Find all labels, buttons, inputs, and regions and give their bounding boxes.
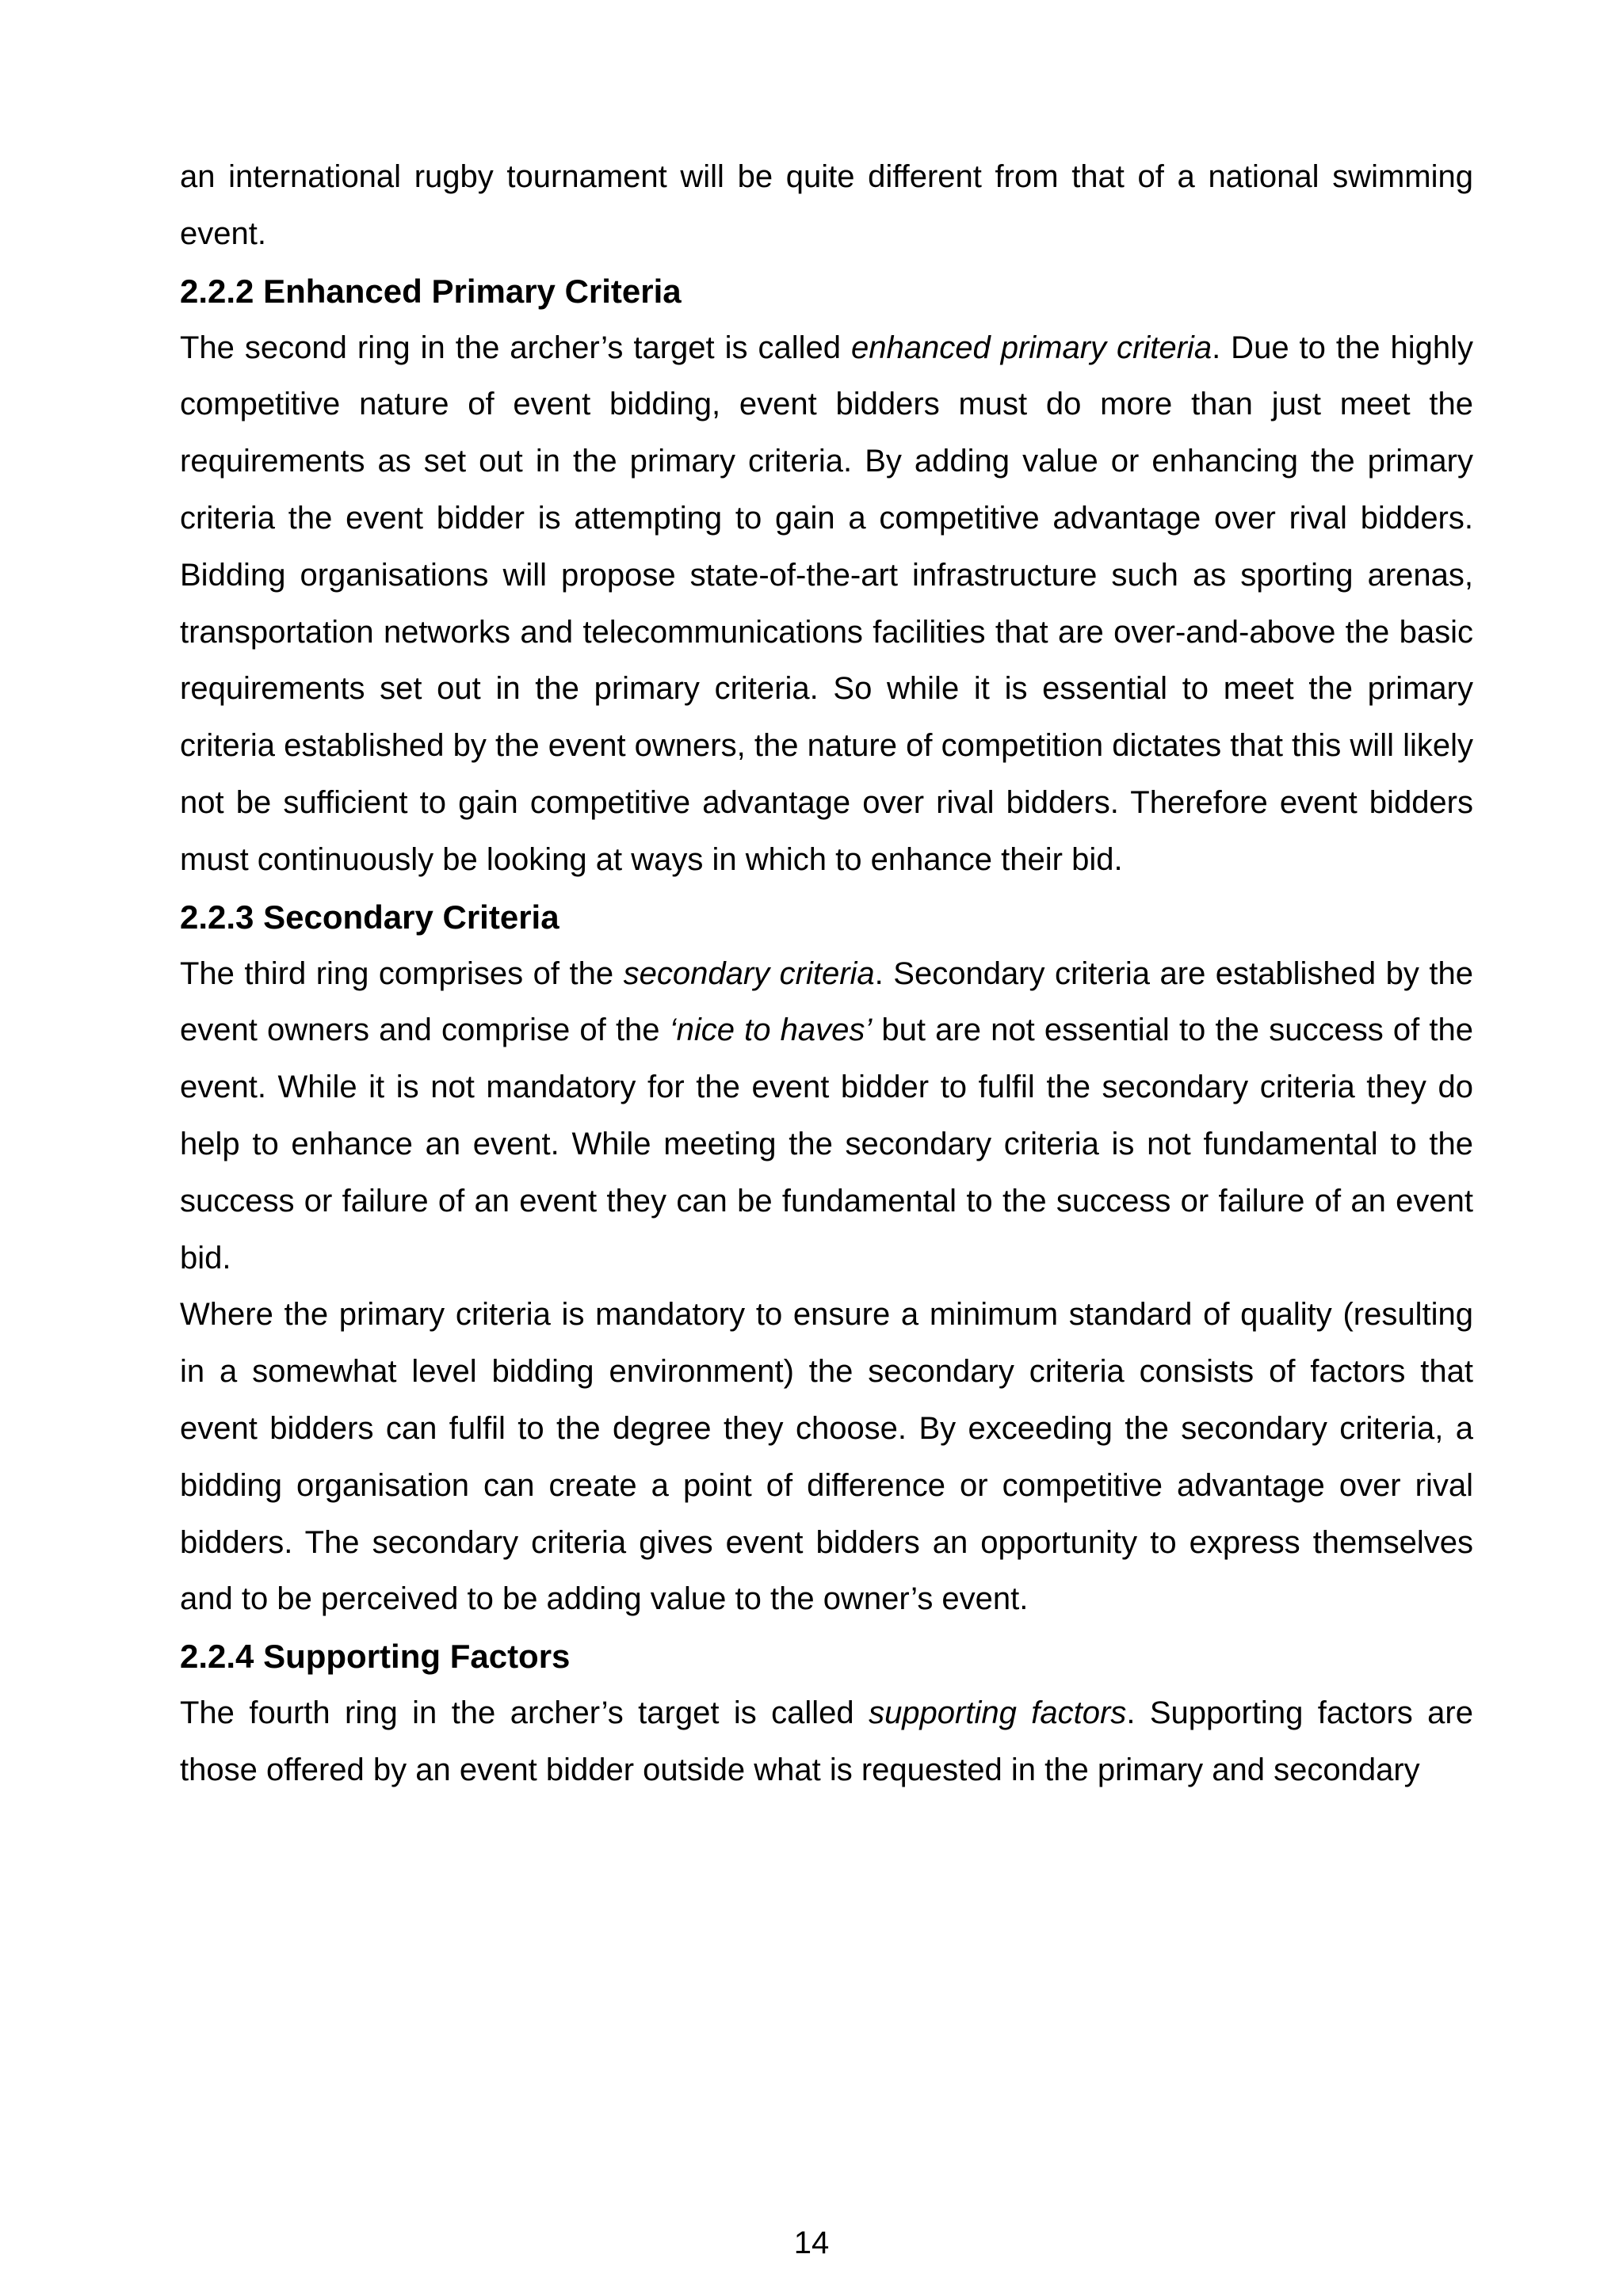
text-span: . Secondary criteria are established by the event owners and comprise of the (180, 955, 1473, 1048)
text-span: The third ring comprises of the (180, 955, 624, 991)
text-span: The fourth ring in the archer’s target is called (180, 1695, 869, 1731)
page-number: 14 (793, 2225, 830, 2260)
emphasis-term: ‘nice to haves’ (669, 1013, 873, 1048)
emphasis-term: supporting factors (869, 1695, 1127, 1731)
paragraph-supporting-factors (180, 1685, 1473, 1799)
text-span: but are not essential to the success of the event. While it is not mandatory for the event bidder to fulfil the secondary criteria they do help to enhance an event. While meeting the secondary criteria is not fundamental to the success or failure of an event they can be fundamental to the success or failure of an event bid. (180, 1013, 1473, 1276)
continuation-paragraph: an international rugby tournament will be quite different from that of a national swimming event. (180, 159, 1473, 251)
emphasis-term: enhanced primary criteria (851, 330, 1212, 365)
section-heading-2-2-4: 2.2.4 Supporting Factors (180, 1638, 571, 1676)
text-span: The second ring in the archer’s target is called (180, 330, 851, 365)
emphasis-term: secondary criteria (623, 955, 875, 991)
paragraph-enhanced-primary-criteria (180, 320, 1473, 889)
document-page (180, 149, 1473, 1799)
paragraph-secondary-criteria-2: Where the primary criteria is mandatory to ensure a minimum standard of quality (resulting in a somewhat level bidding environment) the secondary criteria consists of factors that event bidders can fulfil to the degree they choose. By exceeding the secondary criteria, a bidding organisation can create a point of difference or competitive advantage over rival bidders. The secondary criteria gives event bidders an opportunity to express themselves and to be perceived to be adding value to the owner’s event. (180, 1297, 1473, 1617)
section-heading-2-2-2: 2.2.2 Enhanced Primary Criteria (180, 272, 682, 310)
text-span: . Due to the highly competitive nature of event bidding, event bidders must do more than just meet the requirements as set out in the primary criteria. By adding value or enhancing the primary criteria the event bidder is attempting to gain a competitive advantage over rival bidders. Bidding organisations will propose state-of-the-art infrastructure such as sporting arenas, transportation networks and telecommunications facilities that are over-and-above the basic requirements set out in the primary criteria. So while it is essential to meet the primary criteria established by the event owners, the nature of competition dictates that this will likely not be sufficient to gain competitive advantage over rival bidders. Therefore event bidders must continuously be looking at ways in which to enhance their bid. (180, 330, 1474, 877)
text-span: . Supporting factors are those offered by an event bidder outside what is requested in the primary and secondary (180, 1695, 1473, 1787)
paragraph-secondary-criteria (180, 946, 1473, 1287)
section-heading-2-2-3: 2.2.3 Secondary Criteria (180, 898, 559, 936)
